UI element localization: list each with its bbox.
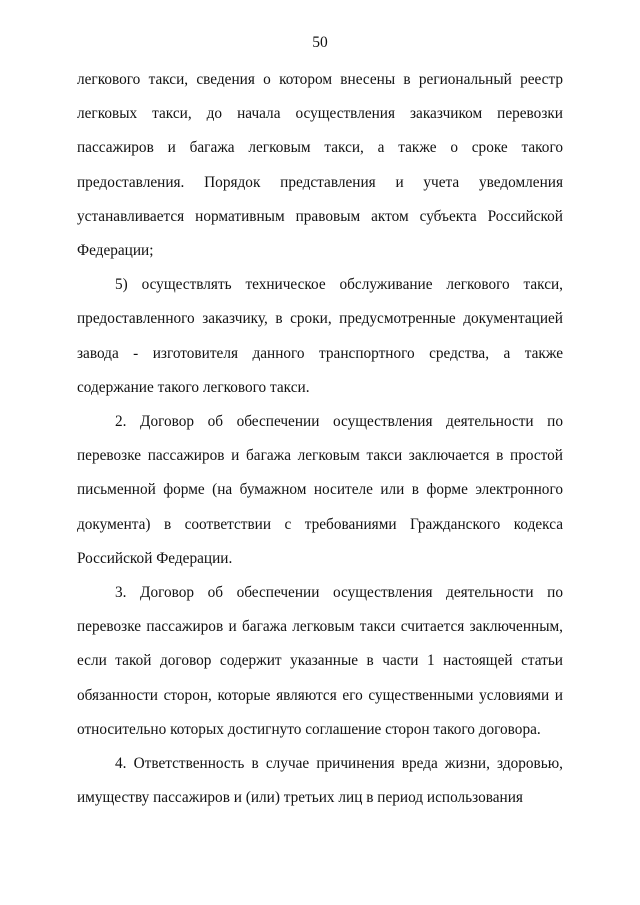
paragraph-continuation: легкового такси, сведения о котором внесены в региональный реестр легковых такси, до начала осуществления заказчиком перевозки пассажиров и багажа легковым такси, а также о сроке такого предоставления. Порядок представления и учета уведомления устанавливается нормативным правовым актом субъекта Российской Федерации; [77,71,563,260]
paragraph-item-5: 5) осуществлять техническое обслуживание легкового такси, предоставленного заказчику, в сроки, предусмотренные документацией завода - изготовителя данного транспортного средства, а также содержание такого легкового такси. [77,276,563,396]
page-number: 50 [312,34,328,51]
paragraph-section-3: 3. Договор об обеспечении осуществления деятельности по перевозке пассажиров и багажа легковым такси считается заключенным, если такой договор содержит указанные в части 1 настоящей статьи обязанности сторон, которые являются его существенными условиями и относительно которых достигнуто соглашение сторон такого договора. [77,584,563,738]
paragraph-section-4: 4. Ответственность в случае причинения вреда жизни, здоровью, имуществу пассажиров и (или) третьих лиц в период использования [77,755,563,807]
paragraph-section-2: 2. Договор об обеспечении осуществления деятельности по перевозке пассажиров и багажа легковым такси заключается в простой письменной форме (на бумажном носителе или в форме электронного документа) в соответствии с требованиями Гражданского кодекса Российской Федерации. [77,413,563,567]
body-text [77,63,563,815]
